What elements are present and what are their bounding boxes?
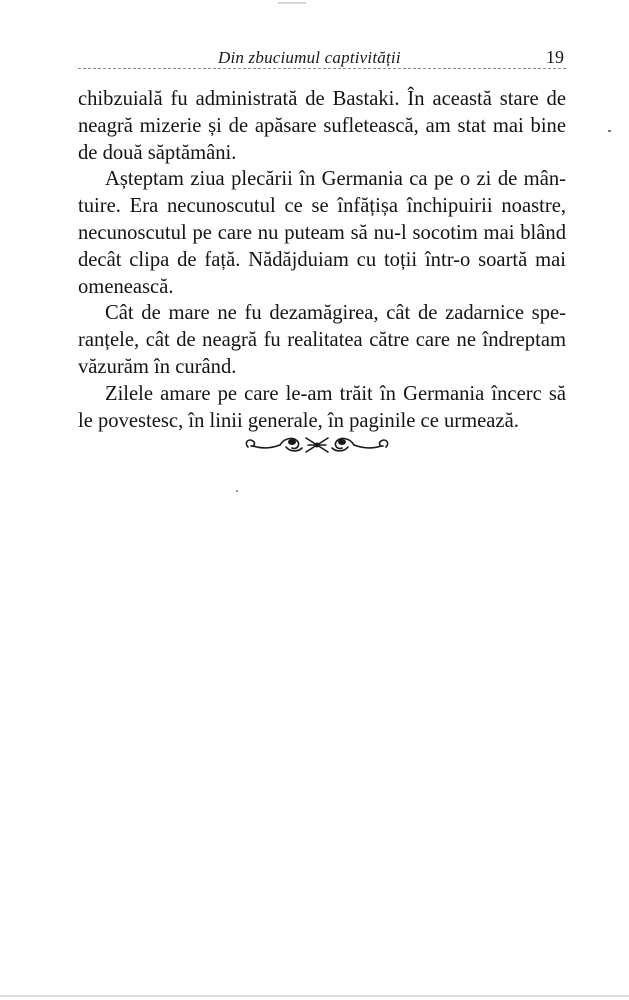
page-number: 19 <box>546 47 564 67</box>
paragraph-3: Cât de mare ne fu dezamăgirea, cât de zadarnice speranțele, cât de neagră fu realitatea către care ne îndreptam văzurăm în curând. <box>78 302 566 378</box>
margin-mark <box>608 130 611 132</box>
paragraph-2: Așteptam ziua plecării în Germania ca pe o zi de mântuire. Era necunoscutul ce se înfățișa închipuirii noastre, necunoscutul pe care nu puteam să nu-l socotim mai blând decât clipa de față. Nădăjduiam cu toții într-o soartă mai omenească. <box>78 168 566 298</box>
scan-speck <box>236 490 238 492</box>
running-head <box>78 44 566 70</box>
floral-divider-icon <box>242 430 392 460</box>
page-bottom-edge <box>0 995 629 997</box>
paragraph-4: Zilele amare pe care le-am trăit în Germania încerc să le povestesc, în linii generale, în paginile ce urmează. <box>78 382 566 432</box>
running-title: Din zbuciumul captivității <box>218 48 401 67</box>
body-text <box>78 86 566 434</box>
scan-artifact <box>278 2 306 4</box>
header-divider <box>78 68 566 69</box>
paragraph-1: chibzuială fu administrată de Bastaki. În această stare de neagră mizerie și de apăsare sufletească, am stat mai bine de două săptămâni. <box>78 88 566 164</box>
